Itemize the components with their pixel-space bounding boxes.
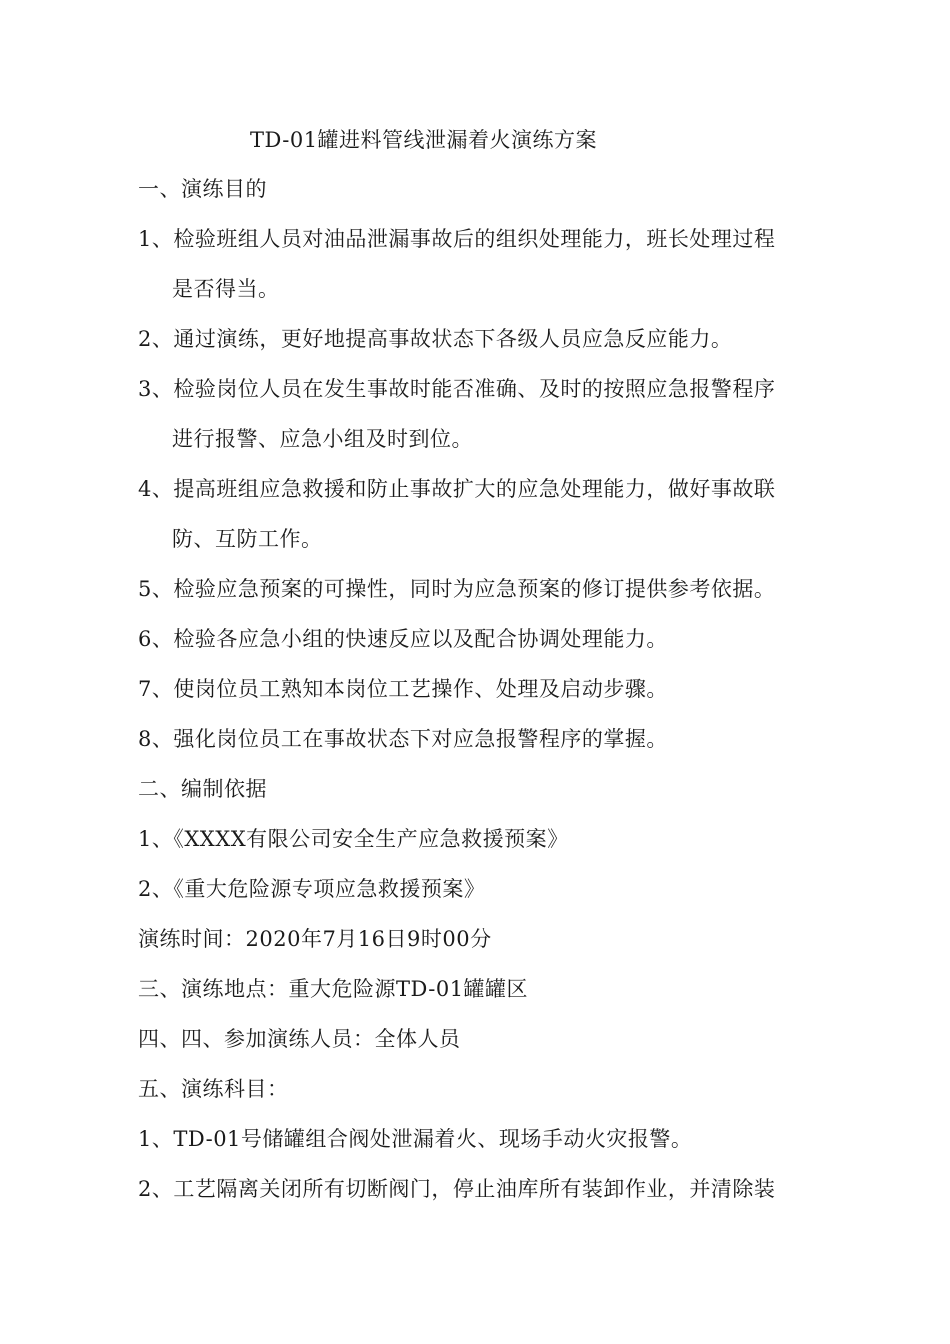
paragraph-line: 1、TD-01号储罐组合阀处泄漏着火、现场手动火灾报警。 [138, 1127, 693, 1151]
paragraph-line: 6、检验各应急小组的快速反应以及配合协调处理能力。 [138, 627, 668, 651]
paragraph-line: 2、工艺隔离关闭所有切断阀门，停止油库所有装卸作业，并清除装 [138, 1177, 776, 1201]
section-heading: 三、演练地点：重大危险源TD-01罐罐区 [138, 977, 529, 1001]
section-heading: 四、四、参加演练人员：全体人员 [138, 1027, 461, 1051]
paragraph-line: 1、《XXXX有限公司安全生产应急救援预案》 [138, 827, 569, 851]
paragraph-line: 7、使岗位员工熟知本岗位工艺操作、处理及启动步骤。 [138, 677, 668, 701]
paragraph-line: 1、检验班组人员对油品泄漏事故后的组织处理能力，班长处理过程 [138, 227, 776, 251]
paragraph-line: 演练时间：2020年7月16日9时00分 [138, 927, 492, 951]
paragraph-line: 8、强化岗位员工在事故状态下对应急报警程序的掌握。 [138, 727, 668, 751]
paragraph-line: 4、提高班组应急救援和防止事故扩大的应急处理能力，做好事故联 [138, 477, 776, 501]
section-heading: 一、演练目的 [138, 177, 267, 201]
paragraph-line: 2、《重大危险源专项应急救援预案》 [138, 877, 486, 901]
document-title: TD-01罐进料管线泄漏着火演练方案 [250, 128, 598, 152]
section-heading: 五、演练科目： [138, 1077, 289, 1101]
paragraph-line: 是否得当。 [172, 277, 280, 301]
paragraph-line: 3、检验岗位人员在发生事故时能否准确、及时的按照应急报警程序 [138, 377, 776, 401]
paragraph-line: 5、检验应急预案的可操性，同时为应急预案的修订提供参考依据。 [138, 577, 776, 601]
section-heading: 二、编制依据 [138, 777, 267, 801]
paragraph-line: 进行报警、应急小组及时到位。 [172, 427, 473, 451]
paragraph-line: 防、互防工作。 [172, 527, 323, 551]
paragraph-line: 2、通过演练，更好地提高事故状态下各级人员应急反应能力。 [138, 327, 733, 351]
